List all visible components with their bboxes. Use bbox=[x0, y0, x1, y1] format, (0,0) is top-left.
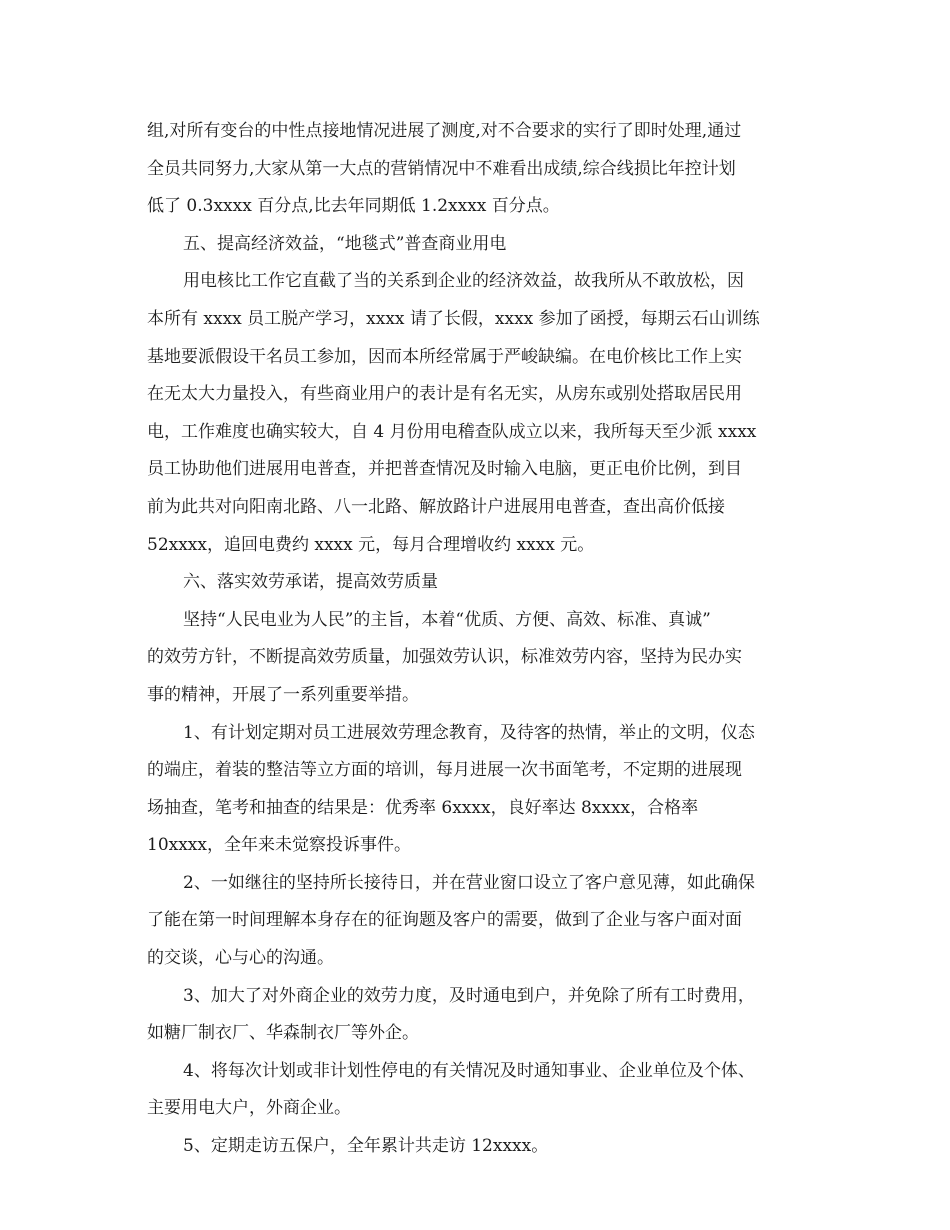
text-line: 本所有 xxxx 员工脱产学习，xxxx 请了长假，xxxx 参加了函授，每期云石山训练 bbox=[147, 308, 760, 329]
text-line: 六、落实效劳承诺，提高效劳质量 bbox=[183, 572, 438, 593]
text-line: 全员共同努力,大家从第一大点的营销情况中不难看出成绩,综合线损比年控计划 bbox=[147, 158, 736, 179]
text-line: 的交谈，心与心的沟通。 bbox=[147, 948, 334, 969]
text-line: 场抽查，笔考和抽查的结果是：优秀率 6xxxx，良好率达 8xxxx，合格率 bbox=[147, 797, 699, 818]
text-line: 在无太大力量投入，有些商业用户的表计是有名无实，从房东或别处搭取居民用 bbox=[147, 384, 742, 405]
text-line: 员工协助他们进展用电普查，并把普查情况及时输入电脑，更正电价比例，到目 bbox=[147, 459, 742, 480]
text-line: 了能在第一时间理解本身存在的征询题及客户的需要，做到了企业与客户面对面 bbox=[147, 910, 742, 931]
text-line: 52xxxx，追回电费约 xxxx 元，每月合理增收约 xxxx 元。 bbox=[147, 534, 595, 555]
document-body bbox=[147, 113, 817, 1166]
text-line: 如糖厂制衣厂、华森制衣厂等外企。 bbox=[147, 1023, 419, 1044]
text-line: 用电核比工作它直截了当的关系到企业的经济效益，故我所从不敢放松，因 bbox=[183, 271, 744, 292]
text-line: 电，工作难度也确实较大，自 4 月份用电稽查队成立以来，我所每天至少派 xxxx bbox=[147, 421, 757, 442]
text-line: 3、加大了对外商企业的效劳力度，及时通电到户，并免除了所有工时费用， bbox=[183, 985, 755, 1006]
text-line: 主要用电大户，外商企业。 bbox=[147, 1098, 351, 1119]
text-line: 基地要派假设干名员工参加，因而本所经常属于严峻缺编。在电价核比工作上实 bbox=[147, 346, 742, 367]
text-line: 事的精神，开展了一系列重要举措。 bbox=[147, 684, 419, 705]
text-line: 坚持“人民电业为人民”的主旨，本着“优质、方便、高效、标准、真诚” bbox=[183, 609, 711, 630]
text-line: 2、一如继往的坚持所长接待日，并在营业窗口设立了客户意见薄，如此确保 bbox=[183, 872, 755, 893]
text-line: 4、将每次计划或非计划性停电的有关情况及时通知事业、企业单位及个体、 bbox=[183, 1060, 755, 1081]
text-line: 1、有计划定期对员工进展效劳理念教育，及待客的热情，举止的文明，仪态 bbox=[183, 722, 755, 743]
text-line: 5、定期走访五保户，全年累计共走访 12xxxx。 bbox=[183, 1136, 549, 1157]
text-line: 的端庄，着装的整洁等立方面的培训，每月进展一次书面笔考，不定期的进展现 bbox=[147, 760, 742, 781]
text-line: 五、提高经济效益，“地毯式”普查商业用电 bbox=[183, 233, 507, 254]
text-line: 的效劳方针，不断提高效劳质量，加强效劳认识，标准效劳内容，坚持为民办实 bbox=[147, 647, 742, 668]
text-line: 10xxxx，全年来未觉察投诉事件。 bbox=[147, 835, 411, 856]
text-line: 组,对所有变台的中性点接地情况进展了测度,对不合要求的实行了即时处理,通过 bbox=[147, 121, 742, 141]
text-line: 前为此共对向阳南北路、八一北路、解放路计户进展用电普查，查出高价低接 bbox=[147, 496, 725, 517]
text-line: 低了 0.3xxxx 百分点,比去年同期低 1.2xxxx 百分点。 bbox=[147, 196, 560, 217]
